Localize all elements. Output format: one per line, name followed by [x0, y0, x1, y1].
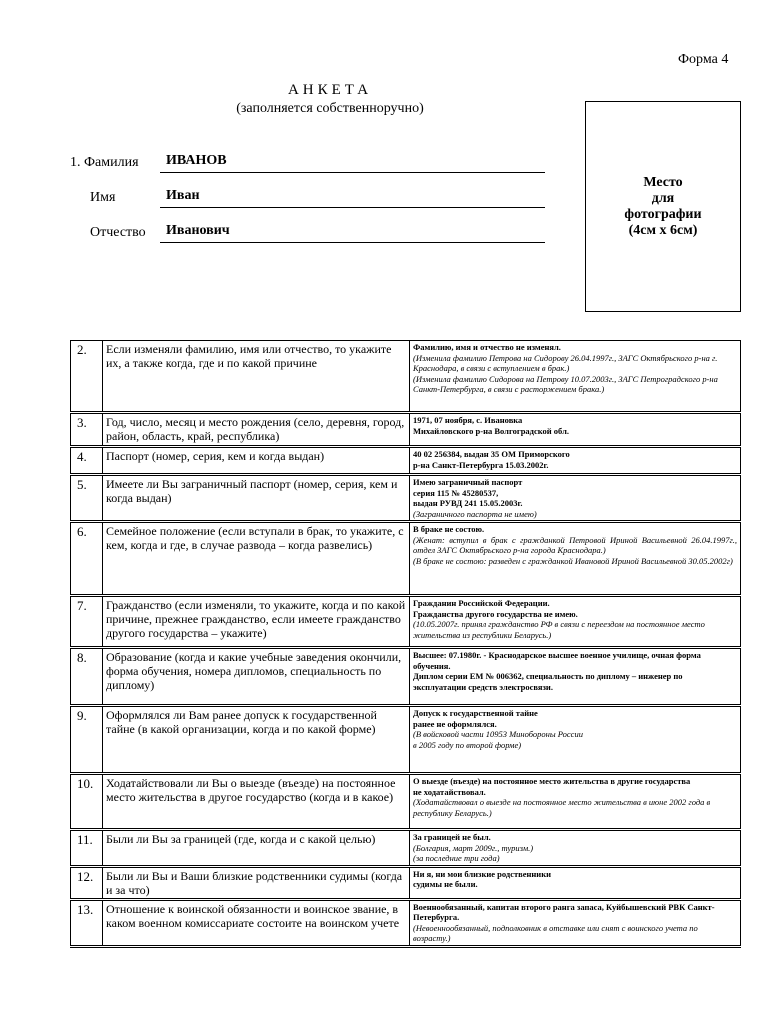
answer-line: (Изменила фамилию Петрова на Сидорову 26.04.1997г., ЗАГС Октябрьского р-на г. Краснодара, в связи с вступлением в брак.): [413, 352, 718, 373]
answer-cell: [410, 596, 741, 648]
row-number: 10.: [71, 774, 103, 830]
answer-line: (Невоеннообязанный, подполковник в отставке или снят с воинского учета по возрасту.): [413, 922, 698, 943]
question-text: Были ли Вы за границей (где, когда и с какой целью): [103, 830, 410, 867]
answer-line: (Женат: вступил в брак с гражданкой Петровой Ириной Васильевной 26.04.1997г., отдел ЗАГС Октябрьского р-на города Краснодара.): [413, 534, 737, 555]
question-text: Год, число, месяц и место рождения (село, деревня, город, район, область, край, республика): [103, 413, 410, 447]
answer-line: Допуск к государственной тайне: [413, 708, 538, 718]
answer-line: не ходатайствовал.: [413, 786, 486, 797]
answer-line: (Изменила фамилию Сидорова на Петрову 10.07.2003г., ЗАГС Петроградского р-на Санкт-Петербурга, в связи с расторжением брака.): [413, 373, 718, 394]
questionnaire-table: [70, 340, 741, 948]
photo-placeholder: [585, 101, 741, 312]
answer-line: 40 02 256384, выдан 35 ОМ Приморского: [413, 449, 570, 459]
answer-line: в 2005 году по второй форме): [413, 739, 522, 750]
answer-line: (Ходатайствовал о выезде на постоянное место жительства в июне 2002 года в республику Беларусь.): [413, 797, 711, 818]
row-number: 7.: [71, 596, 103, 648]
answer-cell: [410, 447, 741, 475]
answer-line: Михайловского р-на Волгоградской обл.: [413, 425, 569, 436]
answer-cell: [410, 706, 741, 774]
table-row: [71, 447, 741, 475]
name-field: [70, 190, 545, 210]
row-number: 11.: [71, 830, 103, 867]
answer-cell: [410, 830, 741, 867]
surname-label: 1. Фамилия: [70, 155, 139, 170]
table-row: [71, 830, 741, 867]
answer-line: Фамилию, имя и отчество не изменял.: [413, 342, 561, 352]
question-text: Если изменяли фамилию, имя или отчество, то укажите их, а также когда, где и по какой причине: [103, 341, 410, 413]
answer-line: выдан РУВД 241 15.05.2003г.: [413, 498, 523, 508]
question-text: Гражданство (если изменяли, то укажите, когда и по какой причине, прежнее гражданство, если имеете гражданство другого государства – укажите): [103, 596, 410, 648]
question-text: Паспорт (номер, серия, кем и когда выдан): [103, 447, 410, 475]
answer-line: Ни я, ни мои близкие родственники: [413, 868, 551, 879]
photo-line: (4см х 6см): [628, 222, 698, 238]
table-row: [71, 413, 741, 447]
answer-cell: [410, 522, 741, 596]
patronymic-label: Отчество: [90, 225, 146, 240]
table-row: [71, 522, 741, 596]
form-number: Форма 4: [678, 52, 729, 67]
table-row: [71, 866, 741, 899]
answer-line: (Заграничного паспорта не имею): [413, 508, 537, 519]
answer-line: Высшее: 07.1980г. - Краснодарское высшее военное училище, очная форма обучения.: [413, 650, 701, 671]
row-number: 2.: [71, 341, 103, 413]
answer-cell: [410, 341, 741, 413]
question-text: Имеете ли Вы заграничный паспорт (номер, серия, кем и когда выдан): [103, 475, 410, 522]
page-subtitle: (заполняется собственноручно): [236, 101, 424, 116]
table-row: [71, 475, 741, 522]
answer-line: (за последние три года): [413, 853, 500, 863]
answer-cell: [410, 866, 741, 899]
question-text: Были ли Вы и Ваши близкие родственники судимы (когда и за что): [103, 866, 410, 899]
photo-line: Место: [643, 174, 683, 190]
row-number: 4.: [71, 447, 103, 475]
row-number: 8.: [71, 648, 103, 706]
question-text: Образование (когда и какие учебные заведения окончили, форма обучения, номера дипломов, специальность по диплому): [103, 648, 410, 706]
answer-line: судимы не были.: [413, 879, 478, 889]
answer-line: (В войсковой части 10953 Минобороны России: [413, 729, 583, 739]
answer-line: (В браке не состою: разведен с гражданкой Ивановой Ириной Васильевной 30.05.2002г): [413, 555, 733, 566]
surname-field: [70, 155, 545, 175]
page-title: АНКЕТА: [287, 82, 373, 98]
row-number: 9.: [71, 706, 103, 774]
question-text: Отношение к воинской обязанности и воинское звание, в каком военном комиссариате состоите на воинском учете: [103, 899, 410, 946]
answer-line: серия 115 № 45280537,: [413, 487, 499, 498]
name-value: Иван: [166, 188, 200, 203]
table-row: [71, 648, 741, 706]
row-number: 13.: [71, 899, 103, 946]
question-text: Ходатайствовали ли Вы о выезде (въезде) на постоянное место жительства в другое государство (когда и в какое): [103, 774, 410, 830]
answer-line: (Болгария, март 2009г., туризм.): [413, 842, 534, 853]
answer-line: Имею заграничный паспорт: [413, 477, 523, 487]
answer-cell: [410, 648, 741, 706]
answer-line: 1971, 07 ноября, с. Ивановка: [413, 415, 523, 425]
table-row: [71, 341, 741, 413]
underline: [160, 172, 545, 173]
row-number: 3.: [71, 413, 103, 447]
question-text: Оформлялся ли Вам ранее допуск к государственной тайне (в какой организации, когда и по какой форме): [103, 706, 410, 774]
table-row: [71, 596, 741, 648]
answer-cell: [410, 413, 741, 447]
answer-line: В браке не состою.: [413, 524, 485, 534]
photo-line: фотографии: [624, 206, 702, 222]
name-label: Имя: [90, 190, 116, 205]
question-text: Семейное положение (если вступали в брак, то укажите, с кем, когда и где, в случае развода – когда развелись): [103, 522, 410, 596]
answer-line: ранее не оформлялся.: [413, 718, 497, 729]
row-number: 12.: [71, 866, 103, 899]
answer-cell: [410, 774, 741, 830]
row-number: 5.: [71, 475, 103, 522]
table-row: [71, 774, 741, 830]
surname-value: ИВАНОВ: [166, 153, 227, 168]
table-row: [71, 899, 741, 946]
row-number: 6.: [71, 522, 103, 596]
photo-line: для: [651, 190, 675, 206]
answer-line: р-на Санкт-Петербурга 15.03.2002г.: [413, 459, 549, 470]
underline: [160, 242, 545, 243]
answer-line: Военнообязанный, капитан второго ранга запаса, Куйбышевский РВК Санкт-Петербурга.: [413, 901, 715, 922]
underline: [160, 207, 545, 208]
patronymic-field: [70, 225, 545, 245]
answer-line: За границей не был.: [413, 832, 491, 842]
table-row: [71, 706, 741, 774]
answer-line: Гражданин Российской Федерации.: [413, 598, 550, 608]
patronymic-value: Иванович: [166, 223, 230, 238]
answer-cell: [410, 475, 741, 522]
answer-cell: [410, 899, 741, 946]
answer-line: (10.05.2007г. принял гражданство РФ в связи с переездом на постоянное место жительства из республики Беларусь.): [413, 619, 705, 640]
answer-line: О выезде (въезде) на постоянное место жительства в другие государства: [413, 776, 691, 786]
answer-line: Диплом серии ЕМ № 006362, специальность по диплому – инженер по эксплуатации средств электросвязи.: [413, 671, 683, 692]
answer-line: Гражданства другого государства не имею.: [413, 608, 578, 619]
